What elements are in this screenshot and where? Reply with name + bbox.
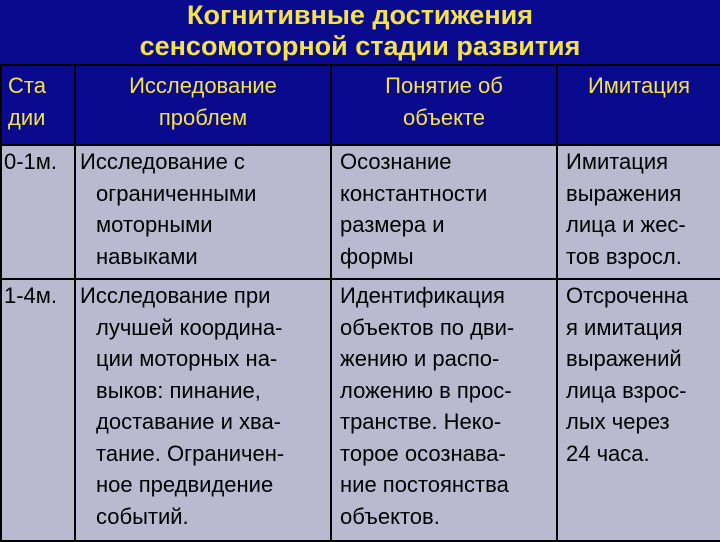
cell-research: Исследование с ограниченными моторными навыками xyxy=(75,145,331,279)
cell-imitation: Имитация выражения лица и жес- тов взросл. xyxy=(557,145,720,279)
header-research: Исследование проблем xyxy=(75,65,331,145)
header-imitation: Имитация xyxy=(557,65,720,145)
table-row xyxy=(1,279,720,541)
title-line-2: сенсомоторной стадии развития xyxy=(139,31,581,61)
cell-stage: 1-4м. xyxy=(1,279,75,541)
cell-imitation: Отсроченна я имитация выражений лица взрос- лых через 24 часа. xyxy=(557,279,720,541)
header-stage: Ста дии xyxy=(1,65,75,145)
cell-object: Идентификация объектов по дви- жению и распо- ложению в прос- транстве. Неко- торое осознава- ние постоянства объектов. xyxy=(331,279,557,541)
cell-research: Исследование при лучшей координа- ции моторных на- выков: пинание, доставание и хва- тание. Ограничен- ное предвидение событий. xyxy=(75,279,331,541)
slide-title xyxy=(0,0,720,64)
table-row xyxy=(1,145,720,279)
header-object: Понятие об объекте xyxy=(331,65,557,145)
cell-object: Осознание константности размера и формы xyxy=(331,145,557,279)
table-header-row xyxy=(1,65,720,145)
title-line-1: Когнитивные достижения xyxy=(186,0,533,30)
cell-stage: 0-1м. xyxy=(1,145,75,279)
cognitive-achievements-table xyxy=(0,64,720,542)
